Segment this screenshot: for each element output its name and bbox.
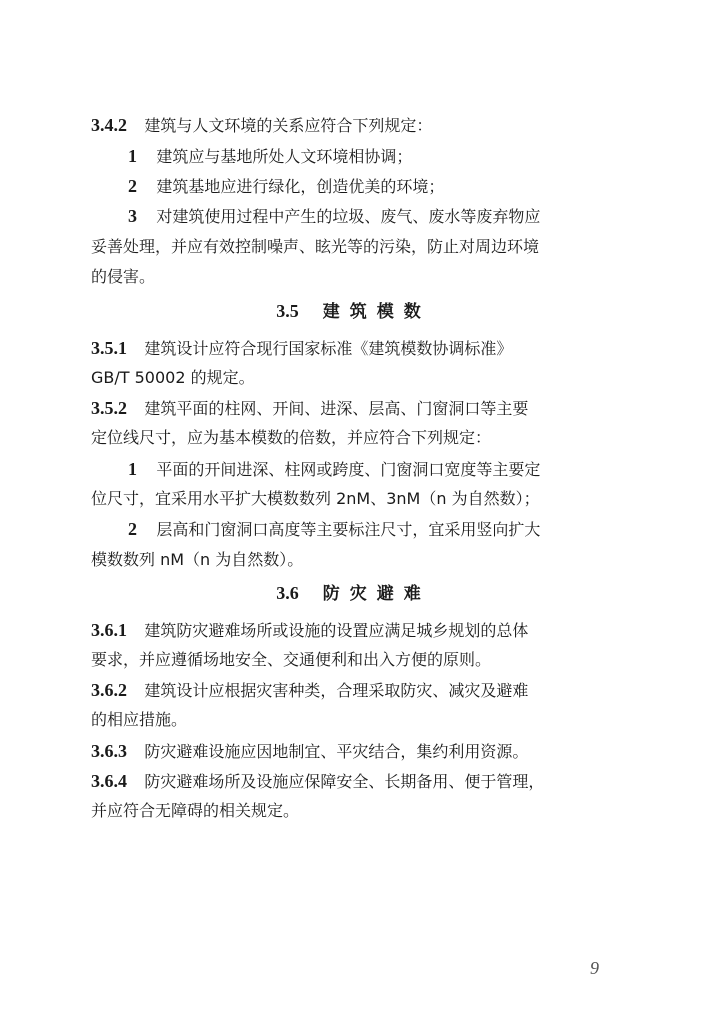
- section-title: 建筑模数: [322, 302, 431, 322]
- clause-number: 3.5.2: [91, 398, 127, 418]
- clause-text: 建筑平面的柱网、开间、进深、层高、门窗洞口等主要: [144, 399, 529, 418]
- clause-text: 建筑防灾避难场所或设施的设置应满足城乡规划的总体: [144, 621, 529, 640]
- clause-text: 建筑设计应根据灾害种类，合理采取防灾、减灾及避难: [144, 681, 529, 700]
- clause-text: 防灾避难场所及设施应保障安全、长期备用、便于管理，: [144, 772, 545, 791]
- item-number: 1: [128, 459, 137, 479]
- clause-3-4-2: [91, 114, 432, 137]
- clause-3-6-4: [91, 770, 544, 793]
- text-line: 的相应措施。: [91, 710, 188, 729]
- clause-text: 防灾避难设施应因地制宜、平灾结合，集约利用资源。: [144, 742, 529, 761]
- section-title: 防灾避难: [322, 584, 431, 604]
- item-text: 层高和门窗洞口高度等主要标注尺寸，宜采用竖向扩大: [156, 520, 541, 539]
- list-item: [128, 458, 540, 481]
- text-line: GB/T 50002 的规定。: [91, 368, 255, 387]
- section-number: 3.6: [276, 583, 299, 603]
- clause-number: 3.4.2: [91, 115, 127, 135]
- item-text: 对建筑使用过程中产生的垃圾、废气、废水等废弃物应: [156, 207, 541, 226]
- clause-number: 3.5.1: [91, 338, 127, 358]
- page-number: 9: [590, 958, 599, 978]
- clause-number: 3.6.2: [91, 680, 127, 700]
- clause-number: 3.6.1: [91, 620, 127, 640]
- text-line: 要求，并应遵循场地安全、交通便利和出入方便的原则。: [91, 650, 492, 669]
- list-item: [128, 145, 412, 168]
- list-item: [128, 205, 540, 228]
- text-line: 定位线尺寸，应为基本模数的倍数，并应符合下列规定：: [91, 428, 492, 447]
- item-number: 3: [128, 206, 137, 226]
- text-line: 位尺寸，宜采用水平扩大模数数列 2nM、3nM（n 为自然数）；: [91, 489, 540, 508]
- clause-3-6-3: [91, 740, 528, 763]
- list-item: [128, 518, 540, 541]
- clause-text: 建筑设计应符合现行国家标准《建筑模数协调标准》: [144, 339, 513, 358]
- clause-text: 建筑与人文环境的关系应符合下列规定：: [144, 116, 433, 135]
- clause-number: 3.6.4: [91, 771, 127, 791]
- item-number: 1: [128, 146, 137, 166]
- text-line: 的侵害。: [91, 267, 156, 286]
- clause-number: 3.6.3: [91, 741, 127, 761]
- text-line: 妥善处理，并应有效控制噪声、眩光等的污染，防止对周边环境: [91, 237, 540, 256]
- clause-3-6-2: [91, 679, 528, 702]
- section-number: 3.5: [276, 301, 299, 321]
- item-text: 建筑基地应进行绿化，创造优美的环境；: [156, 177, 445, 196]
- text-line: 并应符合无障碍的相关规定。: [91, 801, 300, 820]
- clause-3-6-1: [91, 619, 528, 642]
- section-heading-3-6: [0, 582, 707, 605]
- clause-3-5-2: [91, 397, 528, 420]
- item-number: 2: [128, 176, 137, 196]
- item-text: 平面的开间进深、柱网或跨度、门窗洞口宽度等主要定: [156, 460, 541, 479]
- section-heading-3-5: [0, 300, 707, 323]
- list-item: [128, 175, 444, 198]
- clause-3-5-1: [91, 337, 512, 360]
- item-number: 2: [128, 519, 137, 539]
- text-line: 模数数列 nM（n 为自然数）。: [91, 550, 304, 569]
- item-text: 建筑应与基地所处人文环境相协调；: [156, 147, 413, 166]
